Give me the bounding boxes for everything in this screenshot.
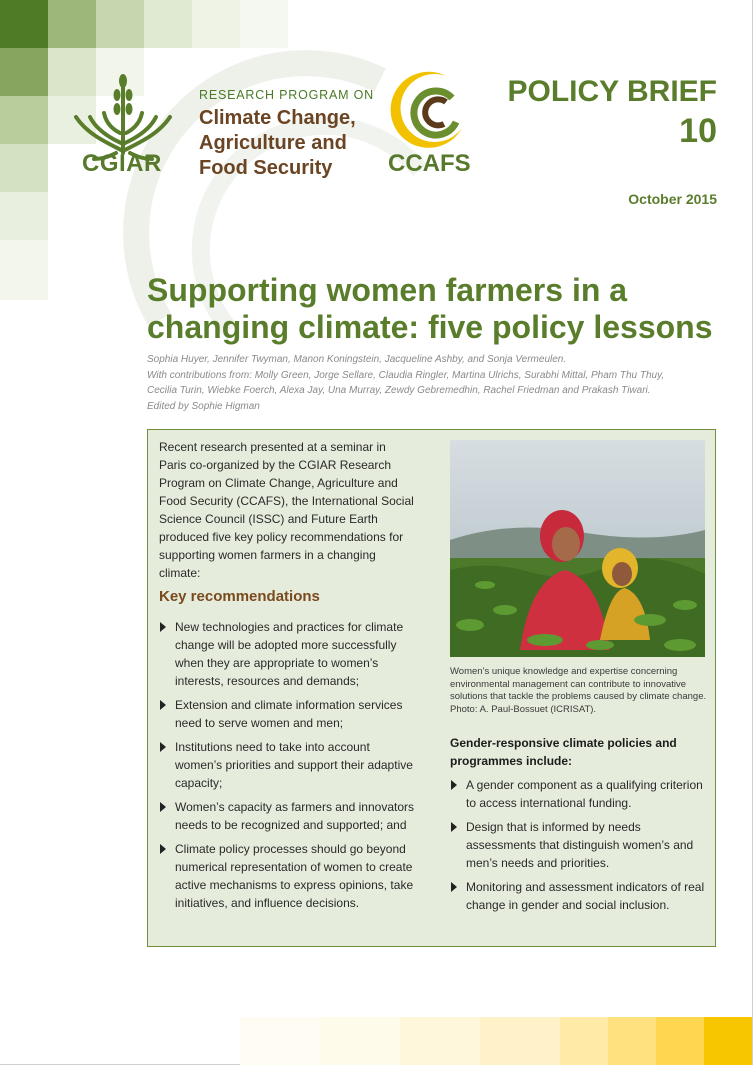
program-subtitle: RESEARCH PROGRAM ON bbox=[199, 88, 374, 102]
bullet-arrow-icon bbox=[160, 844, 166, 854]
bullet-arrow-icon bbox=[451, 822, 457, 832]
list-item bbox=[159, 738, 414, 792]
authors-line: Sophia Huyer, Jennifer Twyman, Manon Koningstein, Jacqueline Ashby, and Sonja Vermeulen. bbox=[147, 354, 567, 365]
ccafs-label: CCAFS bbox=[388, 150, 471, 177]
summary-box bbox=[147, 429, 716, 947]
page-title: Supporting women farmers in a changing climate: five policy lessons bbox=[147, 272, 713, 345]
program-name-line: Agriculture and bbox=[199, 132, 347, 154]
intro-paragraph: Recent research presented at a seminar in Paris co-organized by the CGIAR Research Program on Climate Change, Agriculture and Food Security (CCAFS), the International Social Science Council (ISSC) and Future Earth produced five key policy recommendations for supporting women farmers in a changing climate: bbox=[159, 440, 414, 580]
program-name bbox=[199, 106, 379, 181]
recommendations-list bbox=[159, 618, 414, 918]
gender-policies-list bbox=[450, 776, 708, 920]
list-item-text: Women’s capacity as farmers and innovators needs to be recognized and supported; and bbox=[175, 800, 414, 832]
ccafs-logo-icon bbox=[386, 66, 470, 156]
bullet-arrow-icon bbox=[160, 622, 166, 632]
authors-line: With contributions from: Molly Green, Jorge Sellare, Claudia Ringler, Martina Ulrichs, Surabhi Mittal, Pham Thu Thuy, bbox=[147, 369, 665, 381]
authors-line: Edited by Sophie Higman bbox=[147, 400, 260, 412]
list-item-text: Extension and climate information services need to serve women and men; bbox=[175, 698, 403, 730]
list-item-text: Design that is informed by needs assessments that distinguish women’s and men’s needs and priorities. bbox=[466, 820, 694, 870]
women-farmers-photo bbox=[450, 440, 705, 657]
bullet-arrow-icon bbox=[160, 802, 166, 812]
list-item bbox=[159, 798, 414, 834]
list-item bbox=[159, 840, 414, 912]
cgiar-label: CGIAR bbox=[82, 150, 162, 177]
policy-brief-number: 10 bbox=[679, 112, 717, 150]
list-item bbox=[159, 618, 414, 690]
list-item bbox=[450, 818, 708, 872]
key-recommendations-heading: Key recommendations bbox=[159, 588, 320, 605]
list-item-text: New technologies and practices for climate change will be adopted more successfully when they are appropriate to women’s interests, resources and demands; bbox=[175, 620, 404, 688]
list-item-text: Climate policy processes should go beyond numerical representation of women to create active mechanisms to express opinions, take initiatives, and influence decisions. bbox=[175, 842, 414, 910]
authors-line: Cecilia Turin, Wiebke Foerch, Alexa Jay, Una Murray, Zewdy Gebremedhin, Rachel Friedman and Prakash Tiwari. bbox=[147, 385, 651, 396]
bullet-arrow-icon bbox=[160, 700, 166, 710]
list-item bbox=[450, 878, 708, 914]
publication-date: October 2015 bbox=[628, 191, 717, 207]
list-item-text: A gender component as a qualifying criterion to access international funding. bbox=[466, 778, 703, 810]
list-item-text: Monitoring and assessment indicators of real change in gender and social inclusion. bbox=[466, 880, 705, 912]
bullet-arrow-icon bbox=[451, 882, 457, 892]
policy-brief-label: POLICY BRIEF bbox=[507, 75, 717, 108]
program-name-line: Food Security bbox=[199, 157, 333, 179]
authors-block bbox=[147, 352, 707, 414]
photo-caption: Women’s unique knowledge and expertise concerning environmental management can contribute to innovative solutions that tackle the problems caused by climate change. Photo: A. Paul-Bossuet (ICRISAT). bbox=[450, 666, 707, 715]
bullet-arrow-icon bbox=[451, 780, 457, 790]
list-item-text: Institutions need to take into account women’s priorities and support their adaptive capacity; bbox=[175, 740, 413, 790]
gender-policies-heading: Gender-responsive climate policies and programmes include: bbox=[450, 736, 677, 768]
list-item bbox=[159, 696, 414, 732]
program-name-line: Climate Change, bbox=[199, 107, 356, 129]
bullet-arrow-icon bbox=[160, 742, 166, 752]
list-item bbox=[450, 776, 708, 812]
